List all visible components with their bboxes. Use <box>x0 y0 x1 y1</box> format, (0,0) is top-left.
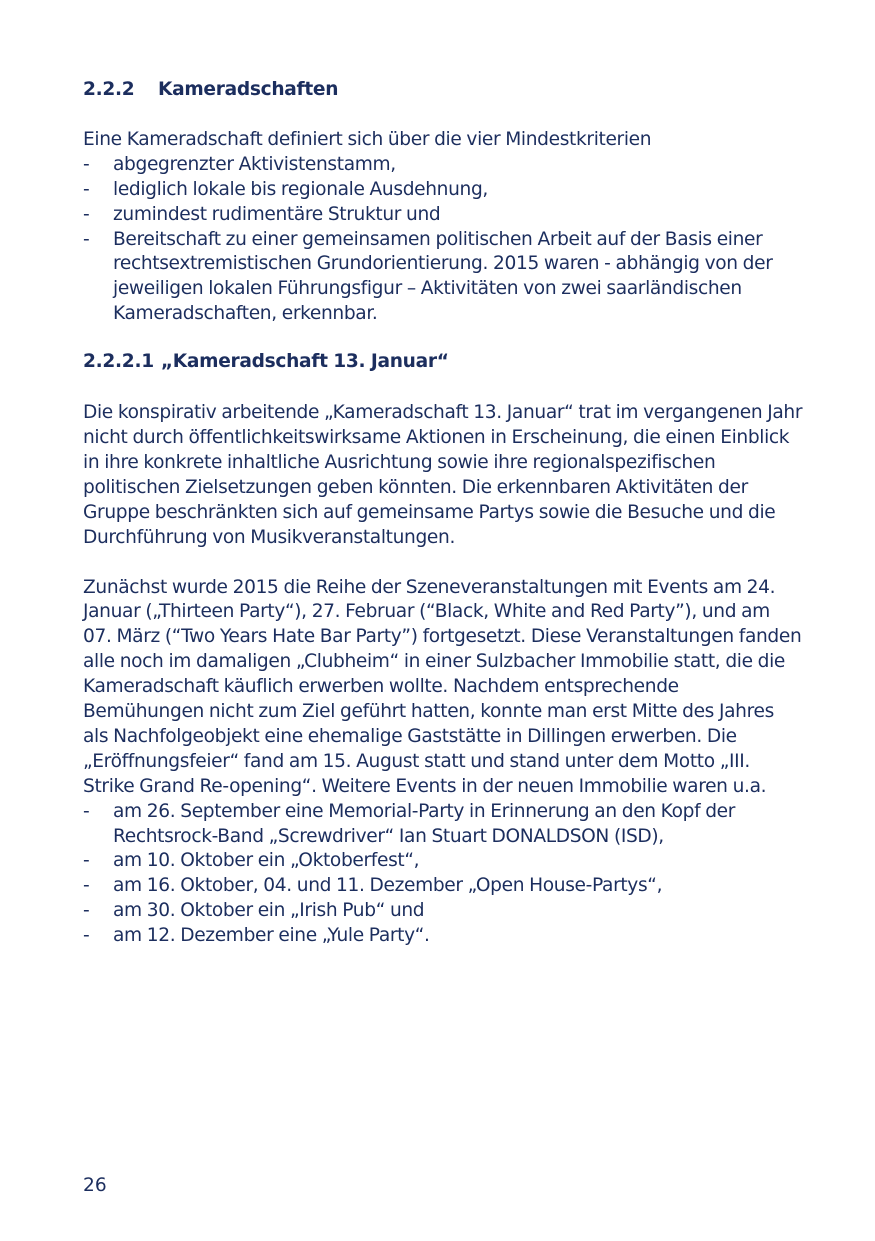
list-item: - lediglich lokale bis regionale Ausdehnung, <box>83 178 803 203</box>
criteria-list <box>83 153 803 327</box>
section-number: 2.2.2.1 <box>83 351 154 373</box>
criteria-intro: Eine Kameradschaft definiert sich über die vier Mindestkriterien <box>83 128 652 150</box>
list-item: - am 30. Oktober ein „Irish Pub“ und <box>83 899 803 924</box>
section-title: „Kameradschaft 13. Januar“ <box>160 351 449 373</box>
body-paragraph: Zunächst wurde 2015 die Reihe der Szeneveranstaltungen mit Events am 24. Januar („Thirteen Party“), 27. Februar (“Black, White and Red Party”), und am 07. März (“Two Years Hate Bar Party”) fortgesetzt. Diese Veranstaltungen fanden alle noch im damaligen „Clubheim“ in einer Sulzbacher Immobilie statt, die die Kameradschaft käuflich erwerben wollte. Nachdem entsprechende Bemühungen nicht zum Ziel geführt hatten, konnte man erst Mitte des Jahres als Nachfolgeobjekt eine ehemalige Gaststätte in Dillingen erwerben. Die „Eröffnungsfeier“ fand am 15. August statt und stand unter dem Motto „III. Strike Grand Re-opening“. Weitere Events in der neuen Immobilie waren u.a. <box>83 576 802 797</box>
section-title: Kameradschaften <box>158 79 339 100</box>
dash-marker: - <box>83 850 90 872</box>
document-page <box>83 78 803 949</box>
dash-marker: - <box>83 203 90 225</box>
section-number: 2.2.2 <box>83 79 135 100</box>
list-item: - am 12. Dezember eine „Yule Party“. <box>83 924 803 949</box>
dash-marker: - <box>83 925 90 947</box>
list-item: - am 16. Oktober, 04. und 11. Dezember „Open House-Partys“, <box>83 874 803 899</box>
list-item: - Bereitschaft zu einer gemeinsamen politischen Arbeit auf der Basis einer rechtsextremistischen Grundorientierung. 2015 waren - abhängig von der jeweiligen lokalen Führungsfigur – Aktivitäten von zwei saarländischen Kameradschaften, erkennbar. <box>83 228 773 325</box>
section-heading-kameradschaften <box>83 78 803 103</box>
dash-marker: - <box>83 800 90 822</box>
page-number: 26 <box>83 1175 107 1196</box>
dash-marker: - <box>83 178 90 200</box>
dash-marker: - <box>83 228 90 250</box>
dash-marker: - <box>83 153 90 175</box>
list-item: - abgegrenzter Aktivistenstamm, <box>83 153 803 178</box>
dash-marker: - <box>83 875 90 897</box>
events-list <box>83 800 803 949</box>
list-item: - am 10. Oktober ein „Oktoberfest“, <box>83 849 803 874</box>
section-heading-kameradschaft-13-januar <box>83 350 803 375</box>
list-item: - zumindest rudimentäre Struktur und <box>83 203 803 228</box>
dash-marker: - <box>83 900 90 922</box>
list-item: - am 26. September eine Memorial-Party in Erinnerung an den Kopf der Rechtsrock-Band „Screwdriver“ Ian Stuart DONALDSON (ISD), <box>83 800 736 847</box>
body-paragraph: Die konspirativ arbeitende „Kameradschaft 13. Januar“ trat im vergangenen Jahr nicht durch öffentlichkeitswirksame Aktionen in Erscheinung, die einen Einblick in ihre konkrete inhaltliche Ausrichtung sowie ihre regionalspezifischen politischen Zielsetzungen geben könnten. Die erkennbaren Aktivitäten der Gruppe beschränkten sich auf gemeinsame Partys sowie die Besuche und die Durchführung von Musikveranstaltungen. <box>83 402 803 548</box>
